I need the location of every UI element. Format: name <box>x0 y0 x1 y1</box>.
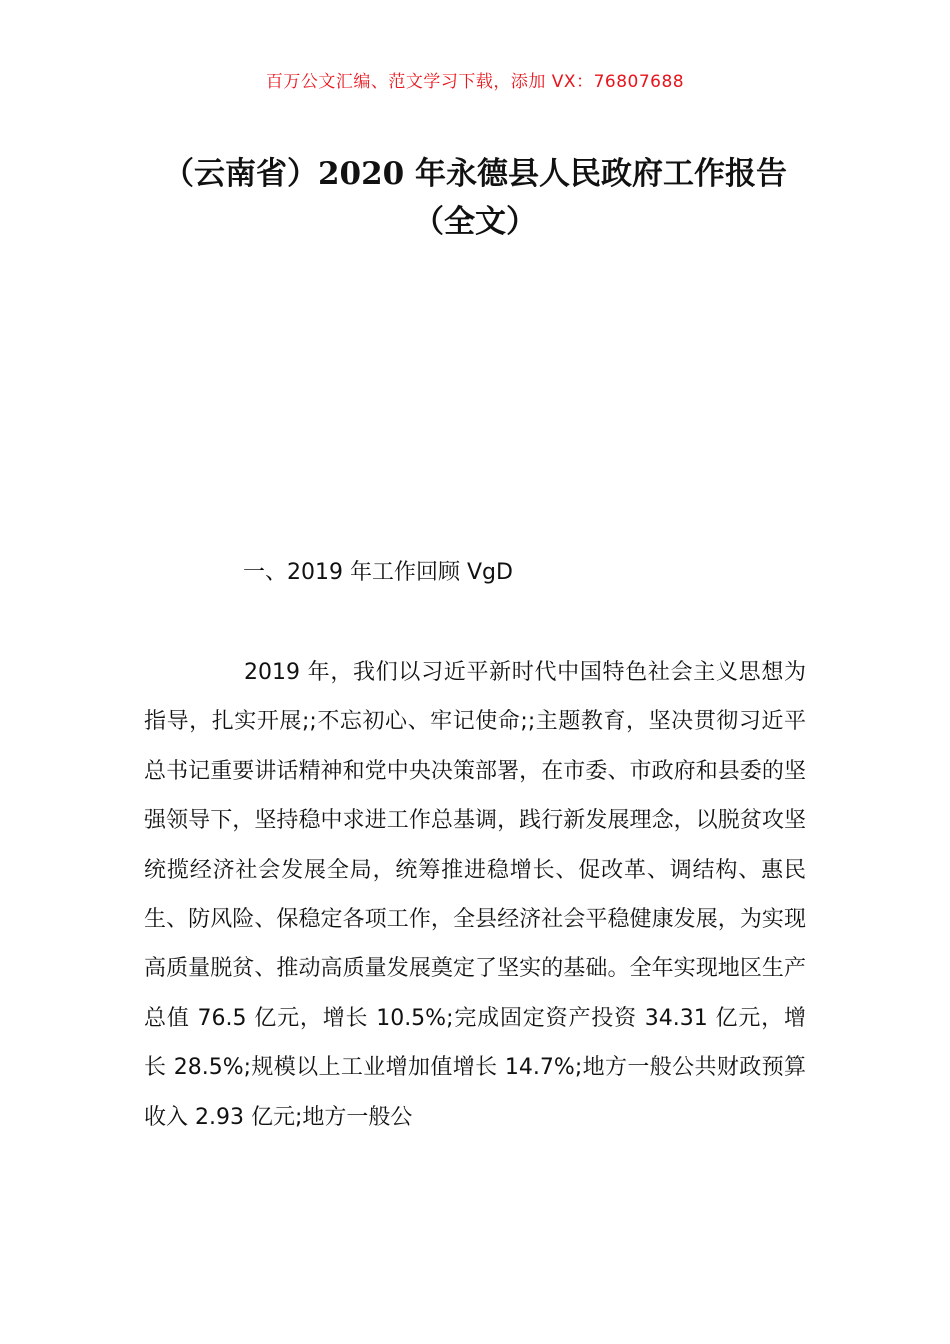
document-title: （云南省）2020 年永德县人民政府工作报告（全文） <box>162 156 788 240</box>
header-promo-note: 百万公文汇编、范文学习下载，添加 VX：76807688 <box>265 72 685 92</box>
body-paragraph: 2019 年，我们以习近平新时代中国特色社会主义思想为指导，扎实开展;;不忘初心、牢记使命;;主题教育，坚决贯彻习近平总书记重要讲话精神和党中央决策部署，在市委、市政府和县委的坚强领导下，坚持稳中求进工作总基调，践行新发展理念，以脱贫攻坚统揽经济社会发展全局，统筹推进稳增长、促改革、调结构、惠民生、防风险、保稳定各项工作，全县经济社会平稳健康发展，为实现高质量脱贫、推动高质量发展奠定了坚实的基础。全年实现地区生产总值 76.5 亿元，增长 10.5%;完成固定资产投资 34.31 亿元，增长 28.5%;规模以上工业增加值增长 14.7%;地方一般公共财政预算收入 2.93 亿元;地方一般公 <box>144 660 806 1130</box>
section-heading: 一、2019 年工作回顾 VgD <box>243 560 513 585</box>
